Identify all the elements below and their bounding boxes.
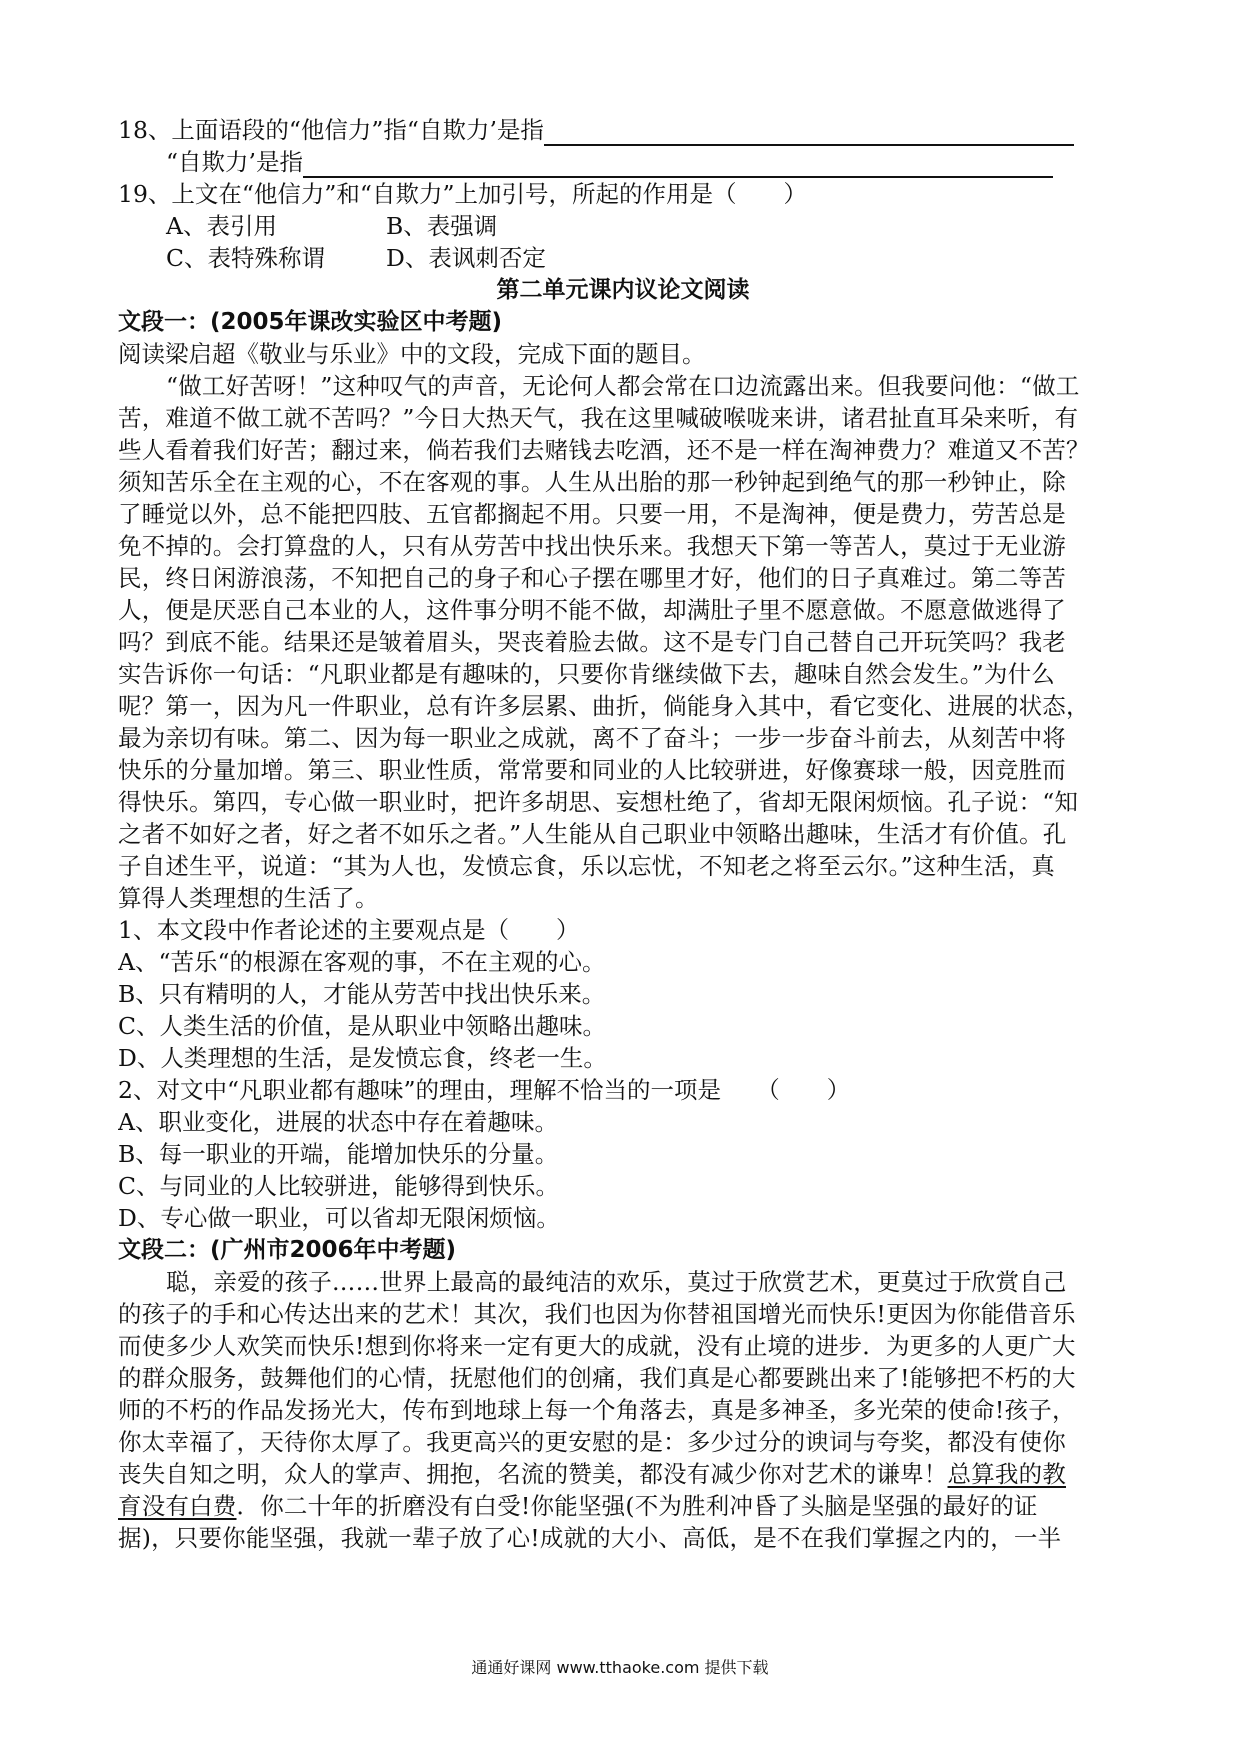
passage-line: 实告诉你一句话：“凡职业都是有趣味的，只要你肯继续做下去，趣味自然会发生。”为什么 — [118, 660, 1055, 688]
passage-line: 之者不如好之者，好之者不如乐之者。”人生能从自己职业中领略出趣味，生活才有价值。孔 — [118, 820, 1067, 848]
passage-line: 聪，亲爱的孩子……世界上最高的最纯洁的欢乐，莫过于欣赏艺术，更莫过于欣赏自己 — [166, 1268, 1067, 1296]
passage-line: 师的不朽的作品发扬光大，传布到地球上每一个角落去，真是多神圣，多光荣的使命!孩子， — [118, 1396, 1076, 1424]
question-19-options-row2 — [118, 242, 1128, 274]
option-a: A、表引用 — [166, 212, 277, 240]
section1-intro: 阅读梁启超《敬业与乐业》中的文段，完成下面的题目。 — [118, 340, 706, 368]
passage-line: 人，便是厌恶自己本业的人，这件事分明不能不做，却满肚子里不愿意做。不愿意做逃得了 — [118, 596, 1066, 624]
question-2-option-b: B、每一职业的开端，能增加快乐的分量。 — [118, 1140, 559, 1168]
passage-text: 丧失自知之明，众人的掌声、拥抱，名流的赞美，都没有减少你对艺术的谦卑！ — [118, 1460, 948, 1488]
option-b: B、表强调 — [386, 212, 498, 240]
answer-blank[interactable] — [544, 118, 1074, 146]
passage-line: 些人看着我们好苦；翻过来，倘若我们去赌钱去吃酒，还不是一样在淘神费力？难道又不苦？ — [118, 436, 1090, 464]
passage-line: 算得人类理想的生活了。 — [118, 884, 379, 912]
question-2-option-c: C、与同业的人比较骈进，能够得到快乐。 — [118, 1172, 559, 1200]
option-d: D、表讽刺否定 — [386, 244, 546, 272]
passage-line: 了睡觉以外，总不能把四肢、五官都搁起不用。只要一用，不是淘神，便是费力，劳苦总是 — [118, 500, 1066, 528]
question-1-option-a: A、“苦乐“的根源在客观的事，不在主观的心。 — [118, 948, 606, 976]
passage-line — [118, 1490, 1128, 1522]
passage-line — [118, 1458, 1128, 1490]
passage-line: 吗？到底不能。结果还是皱着眉头，哭丧着脸去做。这不是专门自己替自己开玩笑吗？我老 — [118, 628, 1066, 656]
question-2-option-a: A、职业变化，进展的状态中存在着趣味。 — [118, 1108, 558, 1136]
underlined-sentence: 总算我的教 — [947, 1460, 1066, 1488]
section2-passage — [118, 1266, 1128, 1554]
passage-line: 快乐的分量加增。第三、职业性质，常常要和同业的人比较骈进，好像赛球一般，因竞胜而 — [118, 756, 1066, 784]
question-1-option-d: D、人类理想的生活，是发愤忘食，终老一生。 — [118, 1044, 607, 1072]
passage-line: 最为亲切有味。第二、因为每一职业之成就，离不了奋斗；一步一步奋斗前去，从刻苦中将 — [118, 724, 1066, 752]
document-page — [118, 114, 1128, 1554]
passage-line: 呢？第一，因为凡一件职业，总有许多层累、曲折，倘能身入其中，看它变化、进展的状态， — [118, 692, 1090, 720]
question-18-text: 18、上面语段的“他信力”指“自欺力’是指 — [118, 116, 544, 144]
passage-line: 据)，只要你能坚强，我就一辈子放了心!成就的大小、高低，是不在我们掌握之内的，一半 — [118, 1524, 1062, 1552]
question-19-options-row1 — [118, 210, 1128, 242]
question-1-option-c: C、人类生活的价值，是从职业中领略出趣味。 — [118, 1012, 606, 1040]
question-19: 19、上文在“他信力”和“自欺力”上加引号，所起的作用是（ ） — [118, 180, 807, 208]
passage-line: “做工好苦呀！”这种叹气的声音，无论何人都会常在口边流露出来。但我要问他：“做工 — [166, 372, 1080, 400]
question-18 — [118, 114, 1128, 146]
passage-text: ．你二十年的折磨没有白受!你能坚强(不为胜利冲昏了头脑是坚强的最好的证 — [236, 1492, 1038, 1520]
question-1-option-b: B、只有精明的人，才能从劳苦中找出快乐来。 — [118, 980, 606, 1008]
answer-blank[interactable] — [303, 150, 1053, 178]
passage-line: 而使多少人欢笑而快乐!想到你将来一定有更大的成就，没有止境的进步．为更多的人更广大 — [118, 1332, 1076, 1360]
passage-line: 得快乐。第四，专心做一职业时，把许多胡思、妄想杜绝了，省却无限闲烦恼。孔子说：“知 — [118, 788, 1079, 816]
passage-line: 免不掉的。会打算盘的人，只有从劳苦中找出快乐来。我想天下第一等苦人，莫过于无业游 — [118, 532, 1066, 560]
section1-title: 文段一：(2005年课改实验区中考题) — [118, 309, 503, 335]
passage-line: 的孩子的手和心传达出来的艺术！其次，我们也因为你替祖国增光而快乐!更因为你能借音乐 — [118, 1300, 1076, 1328]
passage-line: 苦，难道不做工就不苦吗？”今日大热天气，我在这里喊破喉咙来讲，诸君扯直耳朵来听，有 — [118, 404, 1079, 432]
passage-line: 子自述生平，说道：“其为人也，发愤忘食，乐以忘忧，不知老之将至云尔。”这种生活，真 — [118, 852, 1055, 880]
question-2-option-d: D、专心做一职业，可以省却无限闲烦恼。 — [118, 1204, 560, 1232]
passage-line: 你太幸福了，天待你太厚了。我更高兴的更安慰的是：多少过分的谀词与夸奖，都没有使你 — [118, 1428, 1066, 1456]
section2-title: 文段二：(广州市2006年中考题) — [118, 1237, 457, 1263]
section1-passage — [118, 370, 1128, 914]
question-1: 1、本文段中作者论述的主要观点是（ ） — [118, 916, 580, 944]
option-c: C、表特殊称谓 — [166, 244, 325, 272]
underlined-sentence: 育没有白费 — [118, 1492, 237, 1520]
question-18-line2 — [118, 146, 1128, 178]
unit-heading: 第二单元课内议论文阅读 — [496, 277, 750, 303]
passage-line: 民，终日闲游浪荡，不知把自己的身子和心子摆在哪里才好，他们的日子真难过。第二等苦 — [118, 564, 1066, 592]
page-footer: 通通好课网 www.tthaoke.com 提供下载 — [471, 1658, 769, 1677]
question-18-line2-text: “自欺力’是指 — [166, 148, 303, 176]
passage-line: 的群众服务，鼓舞他们的心情，抚慰他们的创痛，我们真是心都要跳出来了!能够把不朽的大 — [118, 1364, 1076, 1392]
question-2: 2、对文中“凡职业都有趣味”的理由，理解不恰当的一项是 （ ） — [118, 1076, 851, 1104]
passage-line: 须知苦乐全在主观的心，不在客观的事。人生从出胎的那一秒钟起到绝气的那一秒钟止，除 — [118, 468, 1066, 496]
